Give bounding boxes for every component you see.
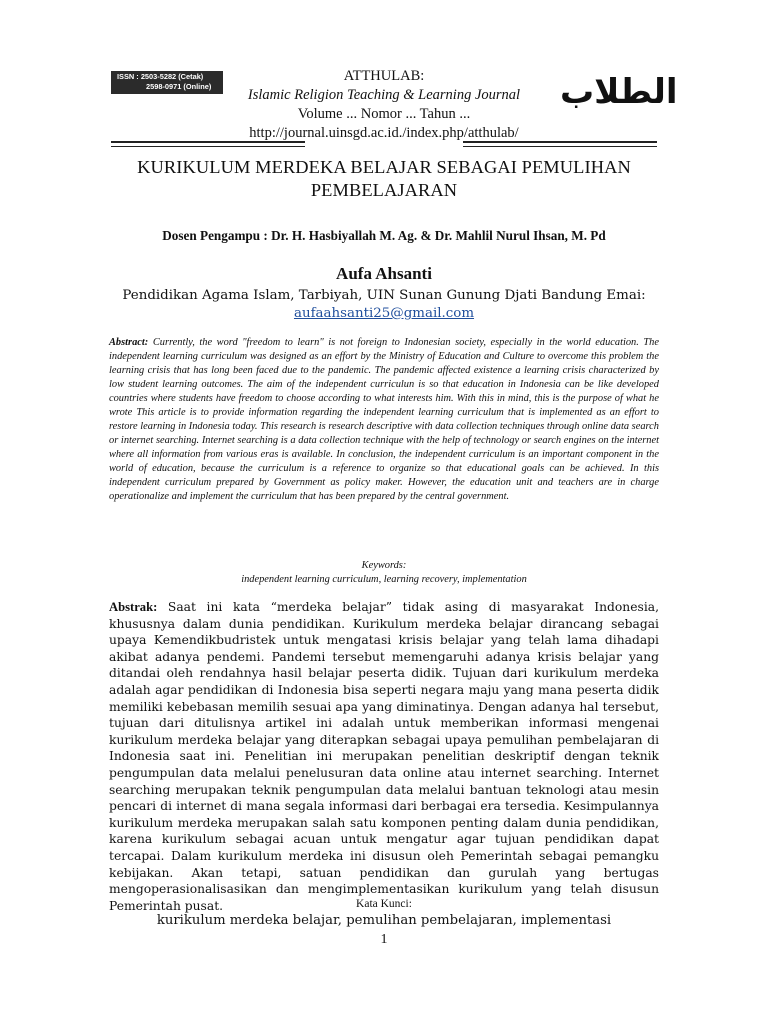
page-number: 1 xyxy=(380,932,388,947)
abstract-id-label: Abstrak: xyxy=(109,600,158,614)
title-line-1: KURIKULUM MERDEKA BELAJAR SEBAGAI PEMULIHAN xyxy=(137,157,631,177)
issn-online: 2598-0971 (Online) xyxy=(146,82,212,91)
keywords-id-label: Kata Kunci: xyxy=(356,898,412,910)
lecturer-line: Dosen Pengampu : Dr. H. Hasbiyallah M. Ag. & Dr. Mahlil Nurul Ihsan, M. Pd xyxy=(162,228,606,243)
affiliation-block xyxy=(100,287,668,323)
keywords-english xyxy=(109,559,659,587)
abstract-en-label: Abstract: xyxy=(109,337,149,348)
keywords-en-label: Keywords: xyxy=(361,560,407,571)
journal-logo: الطلاب xyxy=(560,72,678,112)
keywords-en-text: independent learning curriculum, learning recovery, implementation xyxy=(241,574,527,585)
header-rule-right xyxy=(463,141,657,143)
header-rule-right-thin xyxy=(463,146,657,147)
abstract-english xyxy=(109,336,659,504)
keywords-id-text: kurikulum merdeka belajar, pemulihan pembelajaran, implementasi xyxy=(156,913,612,928)
keywords-indonesian xyxy=(109,897,659,930)
abstract-en-text: Currently, the word "freedom to learn" is not foreign to Indonesian society, especially in the world education. The independent learning curriculum was designed as an effort by the Ministry of Education and Culture to overcome this problem the learning crisis that has long been faced due to the pandemic. The pandemic affected existence a learning crisis characterized by low student learning outcomes. The aim of the independent curriculun is so that education in Indonesia can be like developed countries where students have freedom to choose according to what interests him. With this in mind, this is the purpose of what he wrote This article is to provide information regarding the independent learning curriculum that is implemented as an effort to restore learning in Indonesia today. This research is research descriptive with data collection techniques through online data search or internet searching. Internet searching is a data collection technique with the help of technology or search engines on the internet where all information from various eras is available. In conclusion, the independent curriculum is an important component in the world of education, because the curriculum is a reference to organize so that educational goals can be achieved. In this independent curriculum prepared by Government as policy maker. However, the education unit and teachers are in charge operationalize and implement the curriculum that has been prepared by the central government. xyxy=(109,337,659,502)
title-line-2: PEMBELAJARAN xyxy=(310,180,458,200)
volume-line: Volume ... Nomor ... Tahun ... xyxy=(297,106,471,122)
abstract-indonesian xyxy=(109,599,659,914)
journal-name: ATTHULAB: xyxy=(343,68,425,84)
journal-header xyxy=(200,67,568,143)
author-email-link[interactable]: aufaahsanti25@gmail.com xyxy=(293,306,475,321)
abstract-id-text: Saat ini kata “merdeka belajar” tidak asing di masyarakat Indonesia, khususnya dalam dunia pendidikan. Kurikulum merdeka belajar dirancang sebagai upaya Kemendikbudristek untuk mengatasi krisis belajar yang telah lama dihadapi akibat adanya pendemi. Pandemi tersebut memengaruhi adanya krisis belajar yang ditandai oleh rendahnya hasil belajar peserta didik. Tujuan dari kurikulum merdeka adalah agar pendidikan di Indonesia bisa seperti negara maju yang mana peserta didik memiliki kebebasan memilih sesuai apa yang diminatinya. Dengan adanya hal tersebut, tujuan dari ditulisnya artikel ini adalah untuk memberikan informasi mengenai kurikulum merdeka belajar yang diterapkan sebagai upaya pemulihan pembelajaran di Indonesia saat ini. Penelitian ini merupakan penelitian deskriptif dengan teknik pengumpulan data melalui penelusuran data online atau internet searching. Internet searching merupakan teknik pengumpulan data melalui bantuan teknologi atau mesin pencari di internet di mana segala informasi dari berbagai era tersedia. Kesimpulannya kurikulum merdeka merupakan salah satu komponen penting dalam dunia pendidikan, karena kurikulum sebagai acuan untuk mengatur agar tujuan pendidikan dapat tercapai. Dalam kurikulum merdeka ini disusun oleh Pemerintah sebagai pemangku kebijakan. Akan tetapi, satuan pendidikan dan gurulah yang bertugas mengoperasionalisasikan dan mengimplementasikan kurikulum yang telah disusun Pemerintah pusat. xyxy=(109,600,659,913)
journal-url: http://journal.uinsgd.ac.id./index.php/atthulab/ xyxy=(249,125,519,141)
author-name: Aufa Ahsanti xyxy=(336,264,432,283)
header-rule-left xyxy=(111,141,305,143)
article-title xyxy=(110,156,658,202)
header-rule-left-thin xyxy=(111,146,305,147)
affiliation: Pendidikan Agama Islam, Tarbiyah, UIN Sunan Gunung Djati Bandung Emai: xyxy=(122,288,646,303)
issn-print: ISSN : 2503-5282 (Cetak) xyxy=(117,72,204,81)
journal-subtitle: Islamic Religion Teaching & Learning Journal xyxy=(247,87,521,103)
